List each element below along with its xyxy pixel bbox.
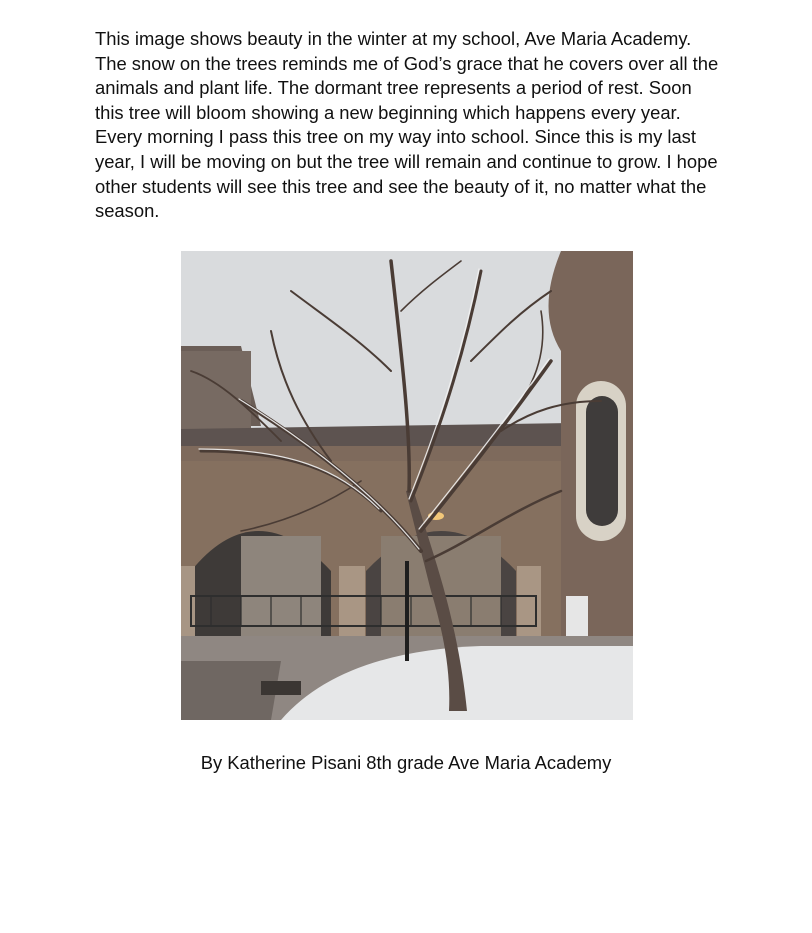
essay-paragraph: This image shows beauty in the winter at my school, Ave Maria Academy. The snow on the trees reminds me of God’s grace that he covers over all the animals and plant life. The dormant tree represents a period of rest. Soon this tree will bloom showing a new beginning which happens every year. Every morning I pass this tree on my way into school. Since this is my last year, I will be moving on but the tree will remain and continue to grow. I hope other students will see this tree and see the beauty of it, no matter what the season. [95,28,719,222]
author-caption: By Katherine Pisani 8th grade Ave Maria Academy [200,752,612,773]
winter-tree-photo [181,251,633,720]
